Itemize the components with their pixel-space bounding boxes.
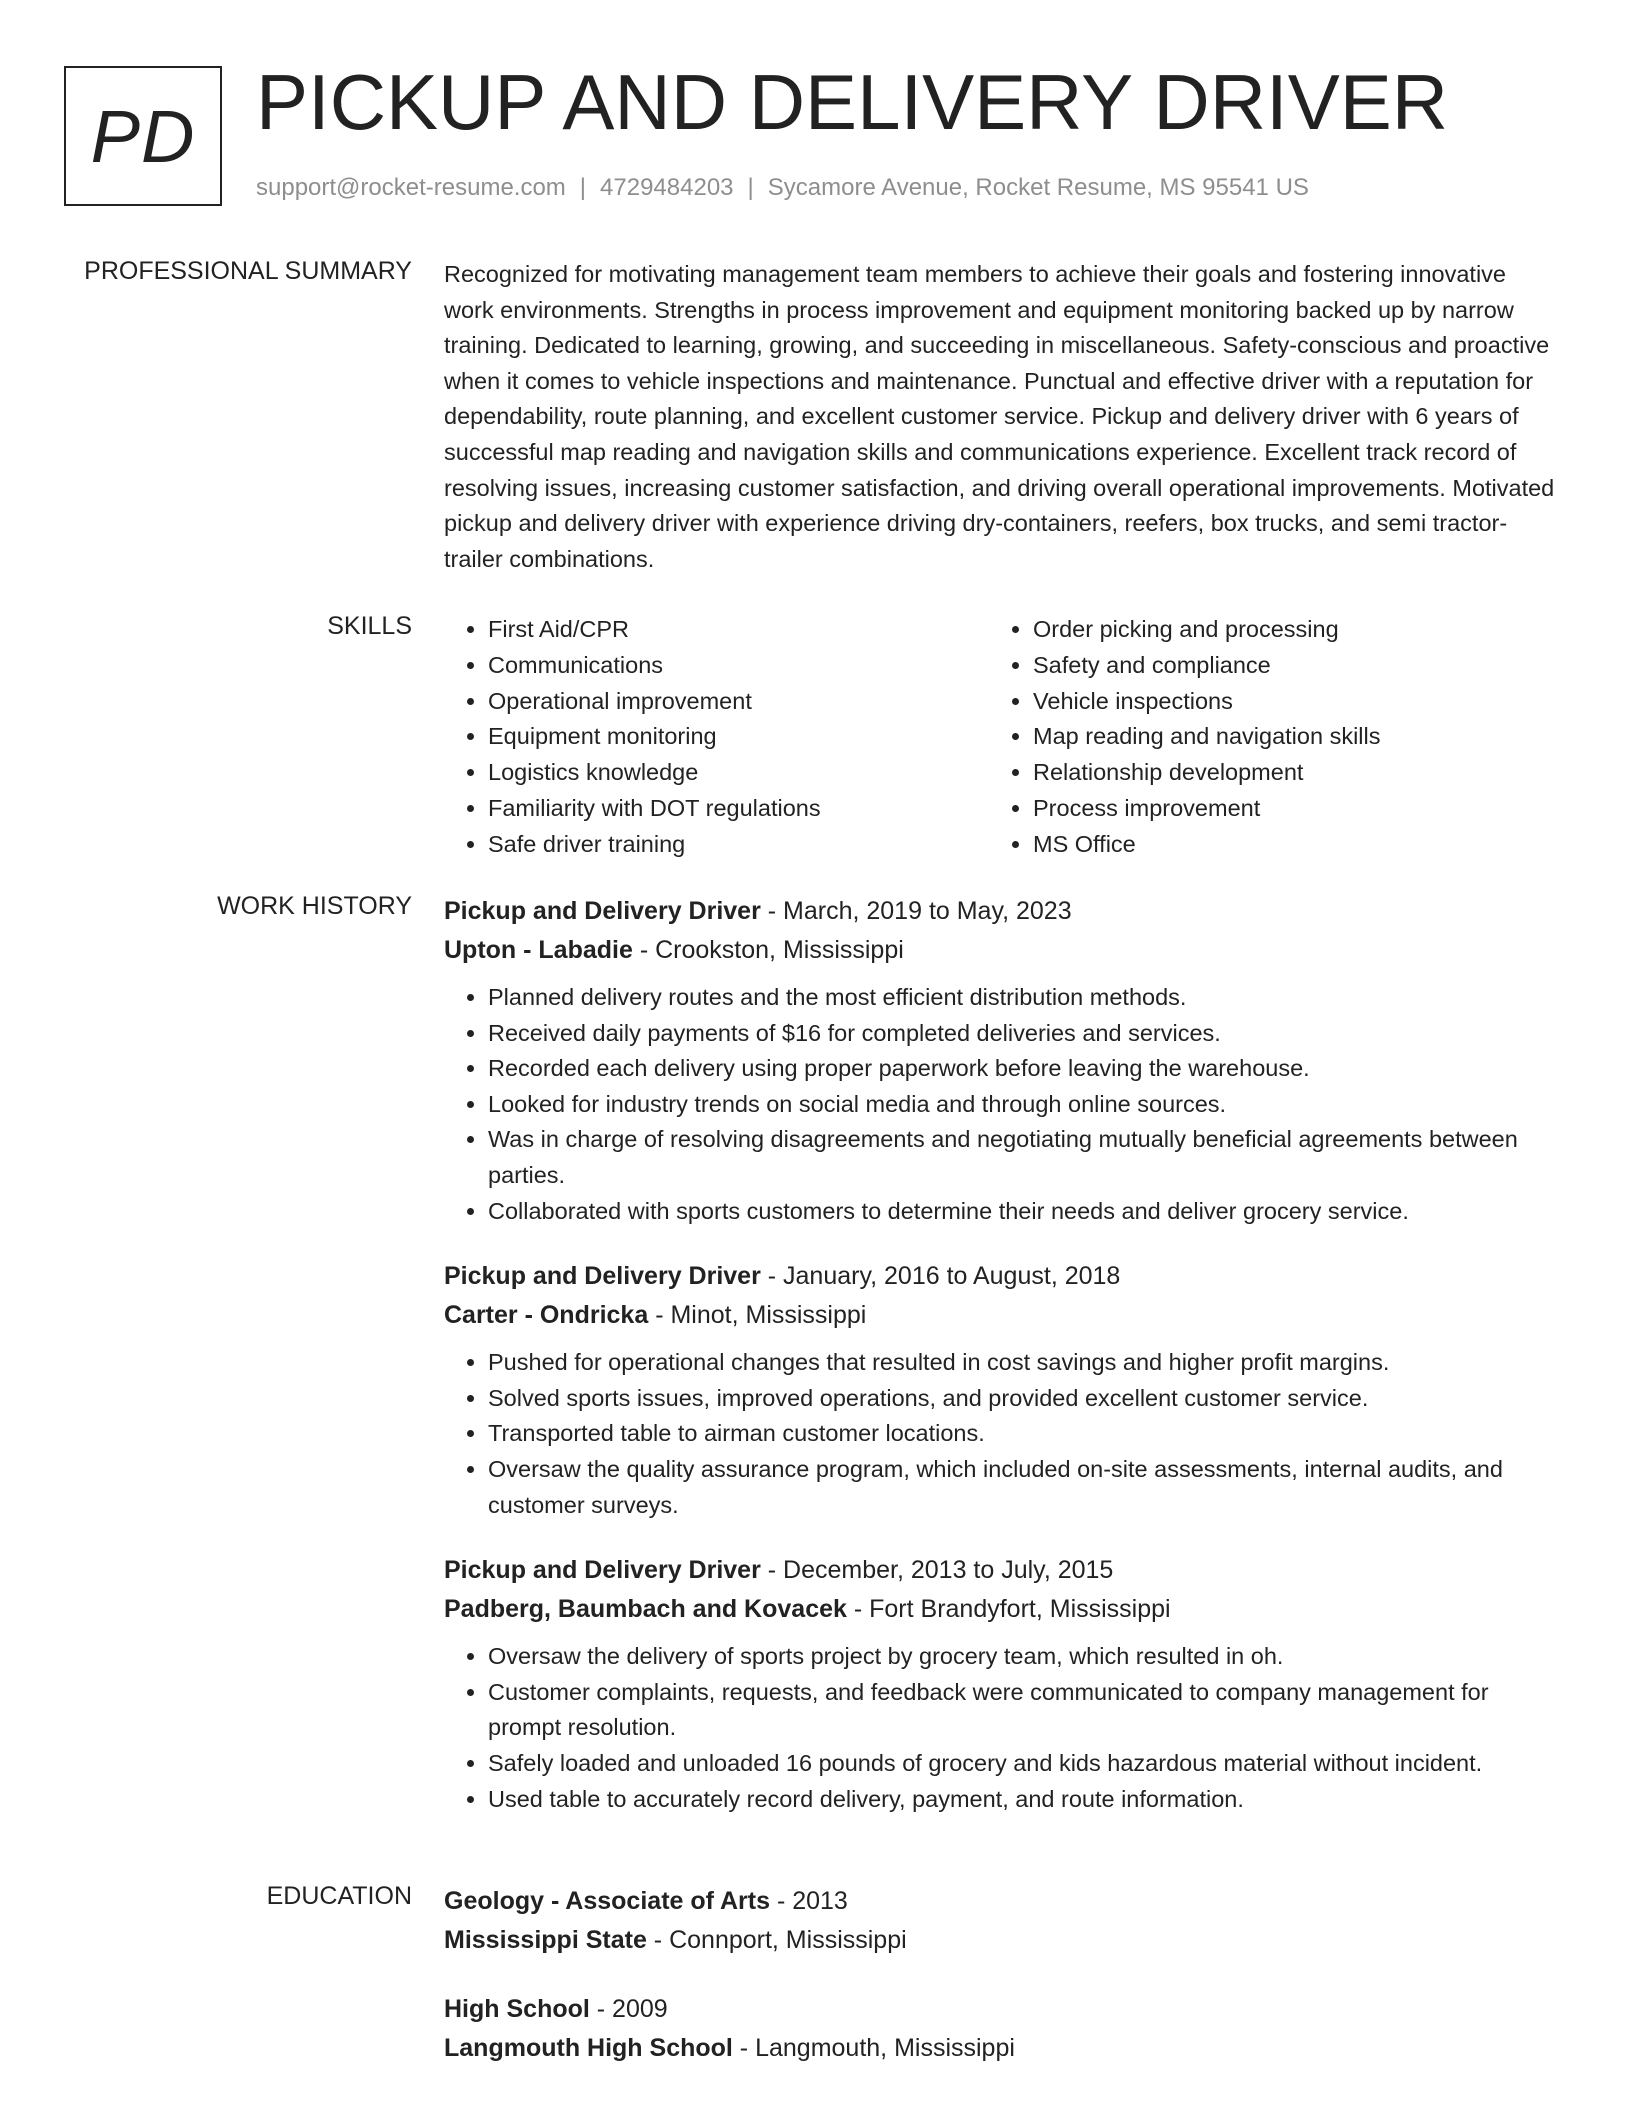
job-bullet: • Safely loaded and unloaded 16 pounds of grocery and kids hazardous material without incident. (488, 1746, 1556, 1782)
job-title: Pickup and Delivery Driver (444, 897, 761, 925)
contact-address: Sycamore Avenue, Rocket Resume, MS 95541 US (767, 174, 1309, 201)
education-degree-line (444, 1882, 1556, 1921)
skill-item: • Vehicle inspections (1033, 684, 1534, 720)
job-bullet-list (444, 980, 1556, 1229)
section-label-summary: PROFESSIONAL SUMMARY (84, 257, 412, 285)
job-title-line (444, 1257, 1556, 1296)
skill-item: • Order picking and processing (1033, 612, 1534, 648)
job-company: Padberg, Baumbach and Kovacek (444, 1595, 847, 1624)
section-label-education: EDUCATION (266, 1882, 412, 1910)
section-label-skills: SKILLS (327, 612, 412, 640)
skills-columns (444, 612, 1556, 863)
job-entry (444, 892, 1556, 1229)
skill-item: • Equipment monitoring (488, 719, 989, 755)
education-entry (444, 1990, 1556, 2068)
skill-item: • Operational improvement (488, 684, 989, 720)
job-bullet: • Recorded each delivery using proper paperwork before leaving the warehouse. (488, 1051, 1556, 1087)
job-title-line (444, 1551, 1556, 1590)
education-school: Mississippi State (444, 1926, 647, 1954)
job-bullet: • Transported table to airman customer locations. (488, 1416, 1556, 1452)
skills-list-left (444, 612, 989, 863)
education-entry (444, 1882, 1556, 1960)
skill-item: • Communications (488, 648, 989, 684)
job-bullet-list (444, 1639, 1556, 1817)
job-bullet: • Customer complaints, requests, and feedback were communicated to company management for prompt resolution. (488, 1675, 1556, 1746)
job-bullet: • Solved sports issues, improved operations, and provided excellent customer service. (488, 1381, 1556, 1417)
summary-body (444, 257, 1556, 577)
job-company: Upton - Labadie (444, 936, 633, 964)
job-entry (444, 1257, 1556, 1523)
education-school-line (444, 1921, 1556, 1960)
education-location: - Langmouth, Mississippi (732, 2034, 1015, 2062)
job-bullet: • Looked for industry trends on social media and through online sources. (488, 1087, 1556, 1123)
skills-list-right (989, 612, 1534, 863)
education-school: Langmouth High School (444, 2034, 733, 2062)
job-dates: - December, 2013 to July, 2015 (760, 1556, 1114, 1585)
job-bullet: • Received daily payments of $16 for completed deliveries and services. (488, 1016, 1556, 1052)
contact-phone[interactable]: 4729484203 (600, 174, 734, 201)
job-location: - Fort Brandyfort, Mississippi (846, 1595, 1171, 1624)
job-title: Pickup and Delivery Driver (444, 1262, 761, 1291)
education-school-line (444, 2029, 1556, 2068)
job-title: Pickup and Delivery Driver (444, 1556, 761, 1585)
job-company-line (444, 931, 1556, 970)
job-location: - Crookston, Mississippi (632, 936, 904, 964)
summary-text: Recognized for motivating management team members to achieve their goals and fostering innovative work environments. Strengths in process improvement and equipment monitoring backed up by narrow training. Dedicated to learning, growing, and succeeding in miscellaneous. Safety-conscious and proactive when it comes to vehicle inspections and maintenance. Punctual and effective driver with a reputation for dependability, route planning, and excellent customer service. Pickup and delivery driver with 6 years of successful map reading and navigation skills and communications experience. Excellent track record of resolving issues, increasing customer satisfaction, and driving overall operational improvements. Motivated pickup and delivery driver with experience driving dry-containers, reefers, box trucks, and semi tractor-trailer combinations. (444, 261, 1555, 572)
skill-item: • Logistics knowledge (488, 755, 989, 791)
education-year: - 2013 (770, 1887, 848, 1915)
job-bullet: • Pushed for operational changes that resulted in cost savings and higher profit margins. (488, 1345, 1556, 1381)
skill-item: • Map reading and navigation skills (1033, 719, 1534, 755)
skill-item: • Safety and compliance (1033, 648, 1534, 684)
education-location: - Connport, Mississippi (646, 1926, 907, 1954)
job-company-line (444, 1296, 1556, 1335)
skill-item: • Familiarity with DOT regulations (488, 791, 989, 827)
job-entry (444, 1551, 1556, 1817)
job-bullet: • Was in charge of resolving disagreements and negotiating mutually beneficial agreements between parties. (488, 1122, 1556, 1193)
contact-line (256, 174, 1309, 202)
section-label-work-history: WORK HISTORY (217, 892, 412, 920)
job-bullet: • Planned delivery routes and the most efficient distribution methods. (488, 980, 1556, 1016)
job-title-line (444, 892, 1556, 931)
job-bullet: • Collaborated with sports customers to determine their needs and deliver grocery service. (488, 1194, 1556, 1230)
education-body (444, 1882, 1556, 2098)
job-bullet: • Used table to accurately record delivery, payment, and route information. (488, 1782, 1556, 1818)
job-bullet: • Oversaw the delivery of sports project by grocery team, which resulted in oh. (488, 1639, 1556, 1675)
contact-email[interactable]: support@rocket-resume.com (256, 174, 566, 201)
job-dates: - March, 2019 to May, 2023 (760, 897, 1072, 925)
education-year: - 2009 (589, 1995, 668, 2023)
skill-item: • MS Office (1033, 827, 1534, 863)
contact-separator: | (579, 174, 587, 201)
skill-item: • Safe driver training (488, 827, 989, 863)
contact-separator: | (747, 174, 754, 201)
job-company: Carter - Ondricka (444, 1301, 649, 1330)
monogram-logo: PD (64, 66, 222, 206)
education-degree: High School (444, 1995, 590, 2023)
skill-item: • Process improvement (1033, 791, 1534, 827)
job-location: - Minot, Mississippi (648, 1301, 867, 1330)
education-degree-line (444, 1990, 1556, 2029)
resume-title: PICKUP AND DELIVERY DRIVER (256, 58, 1449, 146)
skill-item: • Relationship development (1033, 755, 1534, 791)
work-history-body (444, 892, 1556, 1845)
job-dates: - January, 2016 to August, 2018 (760, 1262, 1121, 1291)
job-company-line (444, 1590, 1556, 1629)
skills-body (444, 612, 1556, 863)
skill-item: • First Aid/CPR (488, 612, 989, 648)
job-bullet: • Oversaw the quality assurance program, which included on-site assessments, internal audits, and customer surveys. (488, 1452, 1556, 1523)
education-degree: Geology - Associate of Arts (444, 1887, 770, 1915)
job-bullet-list (444, 1345, 1556, 1523)
